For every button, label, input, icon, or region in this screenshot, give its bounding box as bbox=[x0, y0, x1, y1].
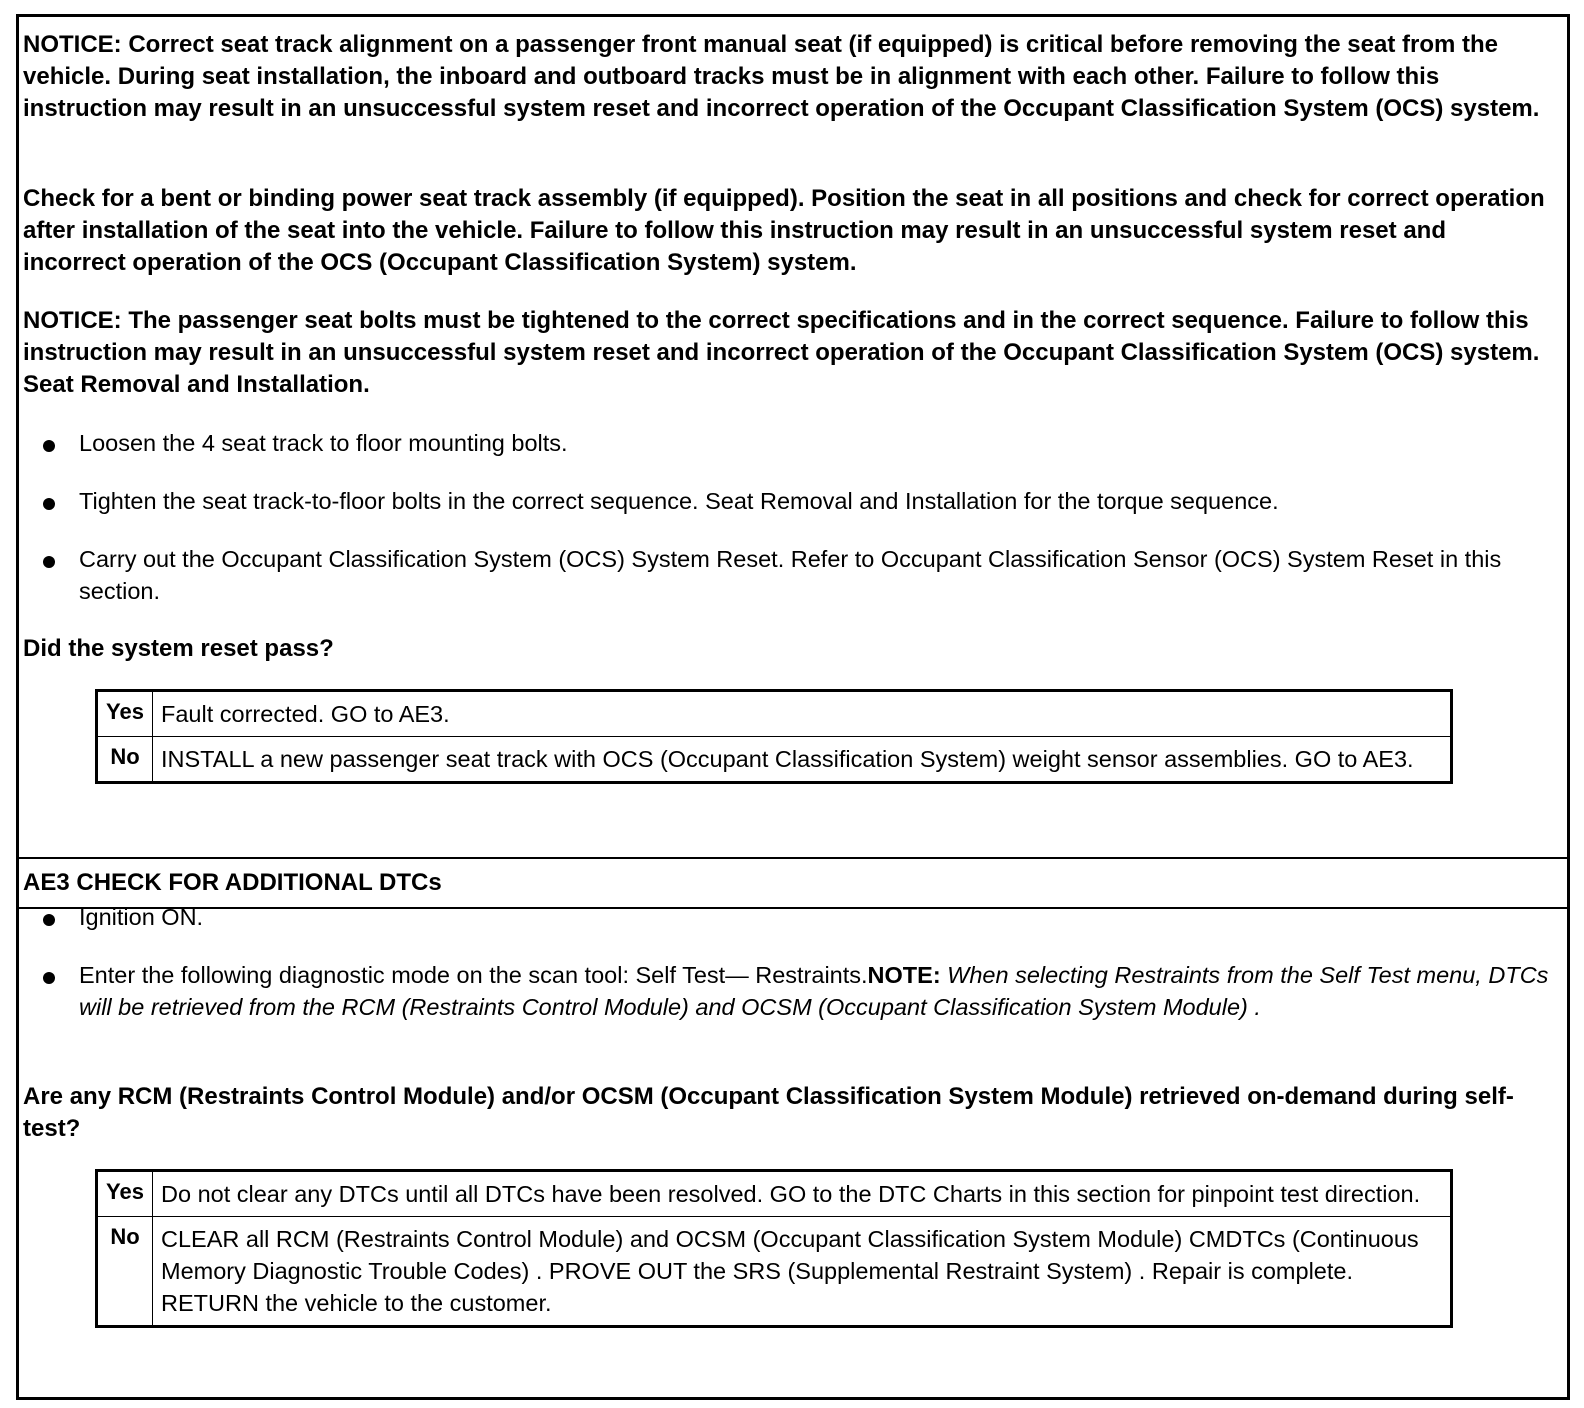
bullet-text: Carry out the Occupant Classification System (OCS) System Reset. Refer to Occupant Classification Sensor (OCS) System Reset in this section. bbox=[79, 546, 1502, 604]
table-row bbox=[97, 1217, 1452, 1327]
notice-seat-bolts: NOTICE: The passenger seat bolts must be tightened to the correct specifications and in the correct sequence. Failure to follow this instruction may result in an unsuccessful system reset and incorrect operation of the Occupant Classification System (OCS) system. Seat Removal and Installation. bbox=[23, 307, 1540, 398]
bullet-text bbox=[79, 959, 1555, 1023]
bullet-text: Tighten the seat track-to-floor bolts in the correct sequence. Seat Removal and Installation for the torque sequence. bbox=[79, 488, 1279, 514]
table-row bbox=[97, 691, 1452, 737]
answer-key: No bbox=[97, 1217, 153, 1327]
answer-text: CLEAR all RCM (Restraints Control Module) and OCSM (Occupant Classification System Module) CMDTCs (Continuous Memory Diagnostic Trouble Codes) . PROVE OUT the SRS (Supplemental Restraint System) . Repair is complete. RETURN the vehicle to the customer. bbox=[153, 1217, 1452, 1327]
check-power-seat-track: Check for a bent or binding power seat track assembly (if equipped). Position the seat in all positions and check for correct operation after installation of the seat into the vehicle. Failure to follow this instruction may result in an unsuccessful system reset and incorrect operation of the OCS (Occupant Classification System) system. bbox=[23, 185, 1545, 276]
note-label: NOTE: bbox=[867, 962, 941, 988]
yes-no-table bbox=[95, 1169, 1453, 1328]
step-heading-ae3: AE3 CHECK FOR ADDITIONAL DTCs bbox=[23, 869, 442, 896]
yes-no-table bbox=[95, 689, 1453, 784]
bullet-text: Ignition ON. bbox=[79, 904, 204, 930]
bullet-dot bbox=[43, 914, 55, 926]
answer-key: No bbox=[97, 737, 153, 783]
answer-text: Do not clear any DTCs until all DTCs have been resolved. GO to the DTC Charts in this section for pinpoint test direction. bbox=[153, 1171, 1452, 1217]
notice-seat-alignment: NOTICE: Correct seat track alignment on a passenger front manual seat (if equipped) is critical before removing the seat from the vehicle. During seat installation, the inboard and outboard tracks must be in alignment with each other. Failure to follow this instruction may result in an unsuccessful system reset and incorrect operation of the Occupant Classification System (OCS) system. bbox=[23, 31, 1540, 122]
document-frame bbox=[16, 14, 1570, 1400]
bullet-main-text: Enter the following diagnostic mode on the scan tool: Self Test— Restraints. bbox=[79, 962, 868, 988]
bullet-dot bbox=[43, 556, 55, 568]
bullet-dot bbox=[43, 972, 55, 984]
question-dtcs-retrieved: Are any RCM (Restraints Control Module) and/or OCSM (Occupant Classification System Module) retrieved on-demand during self-test? bbox=[23, 1083, 1514, 1142]
table-row bbox=[97, 737, 1452, 783]
note-text: When selecting Restraints from the Self Test menu, DTCs will be retrieved from the RCM (Restraints Control Module) and OCSM (Occupant Classification System Module) . bbox=[79, 962, 1549, 1020]
answer-text: INSTALL a new passenger seat track with OCS (Occupant Classification System) weight sensor assemblies. GO to AE3. bbox=[153, 737, 1452, 783]
bullet-dot bbox=[43, 440, 55, 452]
bullet-dot bbox=[43, 498, 55, 510]
answer-text: Fault corrected. GO to AE3. bbox=[153, 691, 1452, 737]
bullet-text: Loosen the 4 seat track to floor mounting bolts. bbox=[79, 430, 568, 456]
answer-key: Yes bbox=[97, 691, 153, 737]
answer-key: Yes bbox=[97, 1171, 153, 1217]
question-reset-pass: Did the system reset pass? bbox=[23, 635, 334, 662]
section-divider bbox=[19, 857, 1567, 859]
table-row bbox=[97, 1171, 1452, 1217]
